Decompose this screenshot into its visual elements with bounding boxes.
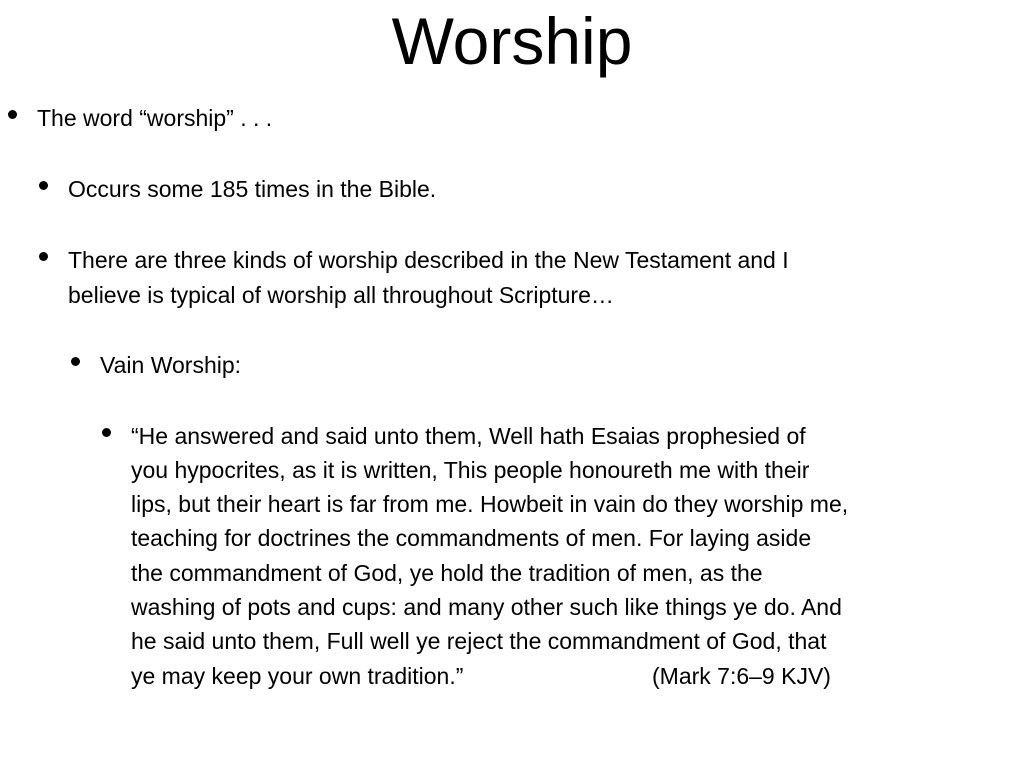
bullet-dot-icon — [39, 181, 48, 190]
quote-line-8: ye may keep your own tradition.” — [131, 663, 464, 689]
quote-line-7: he said unto them, Full well ye reject the commandment of God, that — [131, 628, 827, 654]
bullet-dot-icon — [39, 252, 48, 261]
bullet-level2-kinds-line1: There are three kinds of worship described in the New Testament and I — [68, 247, 789, 273]
quote-line-1: “He answered and said unto them, Well hath Esaias prophesied of — [131, 423, 806, 449]
bullet-dot-icon — [8, 110, 17, 119]
quote-line-3: lips, but their heart is far from me. Howbeit in vain do they worship me, — [131, 491, 849, 517]
slide-title: Worship — [391, 4, 633, 78]
bullet-dot-icon — [71, 357, 80, 366]
quote-line-2: you hypocrites, as it is written, This people honoureth me with their — [131, 457, 810, 483]
bullet-level3-text: Vain Worship: — [100, 352, 242, 378]
quote-line-6: washing of pots and cups: and many other such like things ye do. And — [131, 594, 842, 620]
bullet-level2-occurs-text: Occurs some 185 times in the Bible. — [68, 176, 437, 202]
quote-line-5: the commandment of God, ye hold the tradition of men, as the — [131, 560, 763, 586]
quote-citation: (Mark 7:6–9 KJV) — [652, 663, 831, 689]
quote-line-4: teaching for doctrines the commandments of men. For laying aside — [131, 525, 812, 551]
bullet-level2-kinds-line2: believe is typical of worship all throughout Scripture… — [68, 282, 614, 308]
bullet-level1-text: The word “worship” . . . — [37, 105, 273, 131]
bullet-dot-icon — [102, 428, 111, 437]
